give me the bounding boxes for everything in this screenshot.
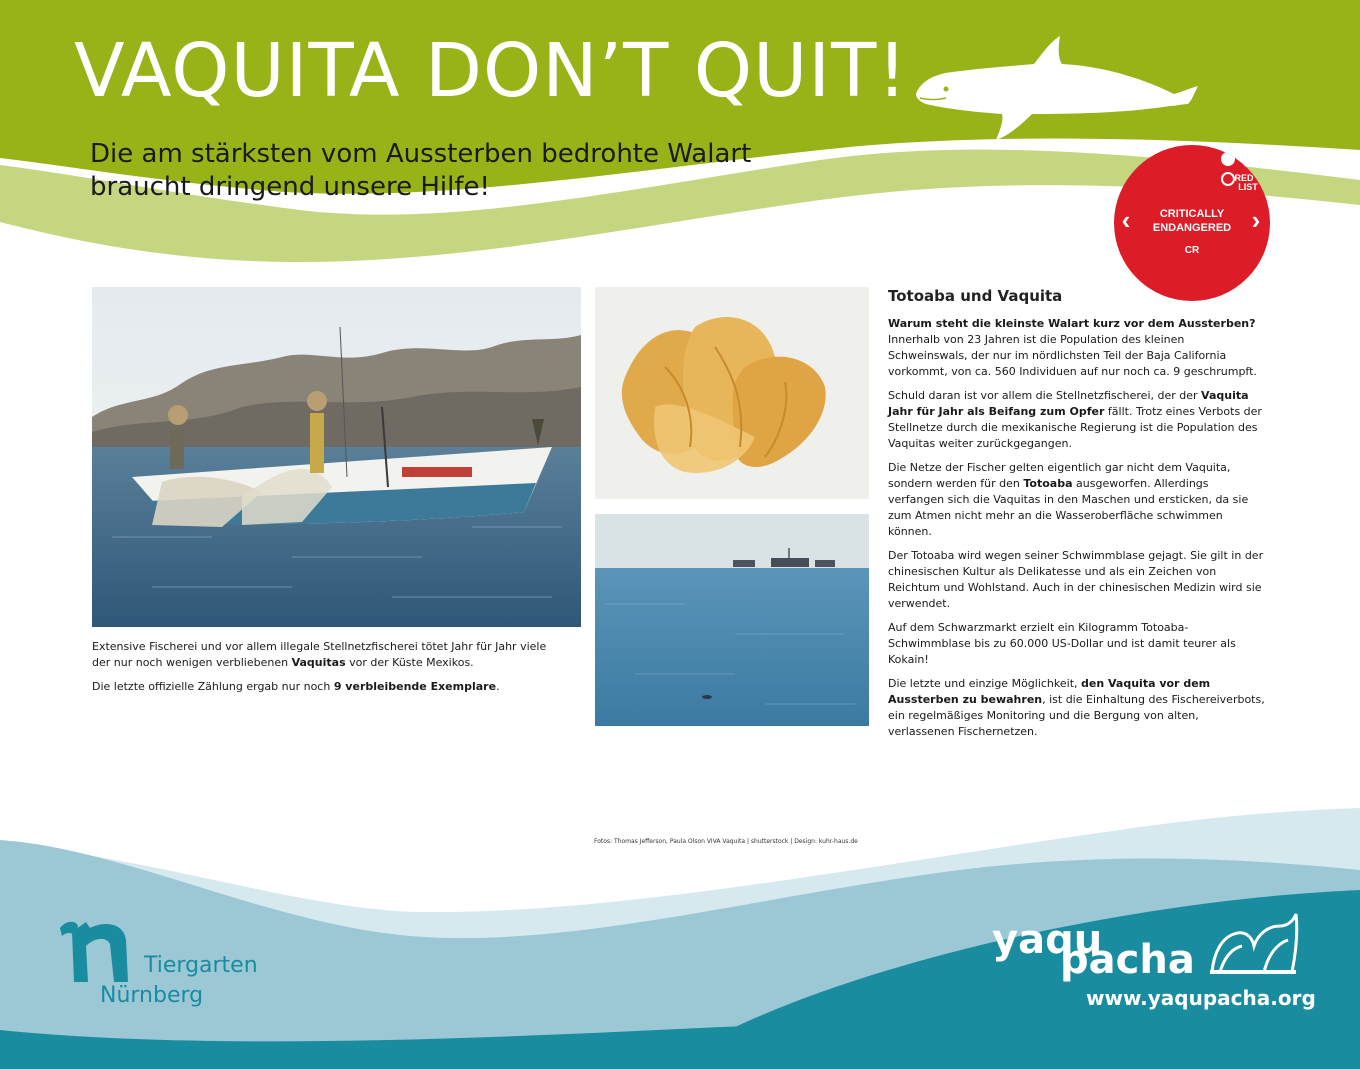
page-subtitle xyxy=(90,138,830,204)
caption-text: Extensive Fischerei und vor allem illegale Stellnetzfischerei tötet Jahr für Jahr viele der nur noch wenigen verbliebenen xyxy=(92,640,547,669)
caption-text: Die letzte offizielle Zählung ergab nur noch xyxy=(92,680,334,693)
tiergarten-label-line-1: Tiergarten xyxy=(144,953,258,978)
caption-paragraph-1 xyxy=(92,639,562,671)
yaqupacha-word-yaqu: yaqu xyxy=(992,917,1103,963)
status-line-2: ENDANGERED xyxy=(1152,222,1232,234)
caption-paragraph-2 xyxy=(92,679,562,695)
red-list-badge xyxy=(1114,145,1270,301)
article-text: , ist die Einhaltung des Fischereiverbots, ein regelmäßiges Monitoring und die Bergung von alten, verlassenen Fischernetzen. xyxy=(888,693,1265,738)
vaquita-silhouette-icon xyxy=(912,34,1202,142)
article-paragraph-3 xyxy=(888,460,1266,540)
page-title: VAQUITA DON’T QUIT! xyxy=(74,28,908,114)
chevron-right-icon: › xyxy=(1251,205,1261,235)
article-text: ausgeworfen. Allerdings verfangen sich die Vaquitas in den Maschen und ersticken, da sie zum Atmen nicht mehr an die Wasseroberfläche schwimmen können. xyxy=(888,477,1249,538)
red-list-logo-text-2: LIST xyxy=(1238,182,1258,192)
tiergarten-n-logo-icon xyxy=(56,918,136,986)
tiergarten-label-line-2: Nürnberg xyxy=(100,983,204,1008)
article-bold: den Vaquita vor dem Aussterben zu bewahren xyxy=(888,677,1211,706)
article-paragraph-6 xyxy=(888,676,1266,740)
caption-text: vor der Küste Mexikos. xyxy=(345,656,474,669)
caption-text: . xyxy=(496,680,500,693)
chevron-left-icon: ‹ xyxy=(1121,205,1131,235)
red-list-logo-text-1: RED xyxy=(1234,173,1254,183)
photo-credits: Fotos: Thomas Jefferson, Paula Olson VIVA Vaquita | shutterstock | Design: kuhr-haus.de xyxy=(594,838,858,845)
article-text: fällt. Trotz eines Verbots der Stellnetze durch die mexikanische Regierung ist die Population des Vaquitas weiter zurückgegangen. xyxy=(888,405,1262,450)
article-paragraph-5: Auf dem Schwarzmarkt erzielt ein Kilogramm Totoaba-Schwimmblase bis zu 60.000 US-Dollar und ist damit teurer als Kokain! xyxy=(888,621,1236,666)
article-bold: Warum steht die kleinste Walart kurz vor dem Aussterben? xyxy=(888,317,1256,330)
yaqupacha-hands-icon xyxy=(1208,912,1300,976)
subtitle-line-2: braucht dringend unsere Hilfe! xyxy=(90,172,490,202)
fishermen-boat-photo xyxy=(92,287,581,627)
article-text: Die letzte und einzige Möglichkeit, xyxy=(888,677,1082,690)
photo-caption xyxy=(92,639,562,703)
yaqupacha-word-pacha: pacha xyxy=(1060,937,1195,983)
article-text: Die Netze der Fischer gelten eigentlich gar nicht dem Vaquita, sondern werden für den xyxy=(888,461,1231,490)
subtitle-line-1: Die am stärksten vom Aussterben bedrohte Walart xyxy=(90,139,752,169)
totoaba-swim-bladder-photo xyxy=(595,287,869,499)
article-totoaba-vaquita xyxy=(888,286,1266,748)
sea-with-ships-photo xyxy=(595,514,869,726)
article-paragraph-4: Der Totoaba wird wegen seiner Schwimmblase gejagt. Sie gilt in der chinesischen Kultur als Delikatesse und als ein Zeichen von Reichtum und Wohlstand. Auch in der chinesischen Medizin wird sie verwendet. xyxy=(888,549,1264,610)
article-bold: Totoaba xyxy=(1023,477,1073,490)
yaqupacha-url[interactable]: www.yaqupacha.org xyxy=(1086,986,1316,1010)
caption-bold: 9 verbleibende Exemplare xyxy=(333,680,497,693)
status-line-1: CRITICALLY xyxy=(1159,208,1225,220)
status-code: CR xyxy=(1184,245,1200,256)
article-bold: Vaquita Jahr für Jahr als Beifang zum Opfer xyxy=(888,389,1249,418)
article-text: Schuld daran ist vor allem die Stellnetzfischerei, der der xyxy=(888,389,1202,402)
article-heading: Totoaba und Vaquita xyxy=(888,287,1063,305)
article-paragraph-2 xyxy=(888,388,1266,452)
article-paragraph-1 xyxy=(888,316,1266,380)
article-text: Innerhalb von 23 Jahren ist die Population des kleinen Schweinswals, der nur im nördlichsten Teil der Baja California vorkommt, von ca. 560 Individuen auf nur noch ca. 9 geschrumpft. xyxy=(888,333,1257,378)
caption-bold: Vaquitas xyxy=(291,656,346,669)
